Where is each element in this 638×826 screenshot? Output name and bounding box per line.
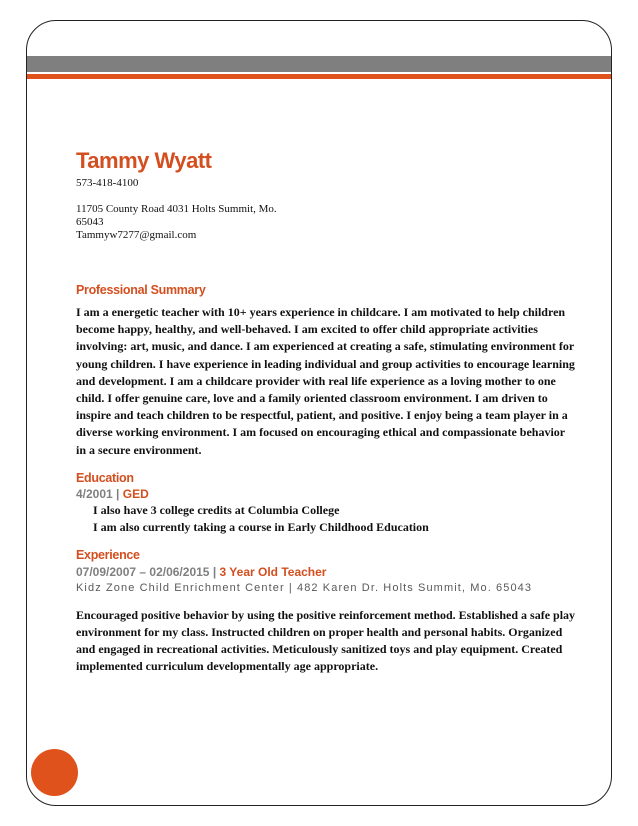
education-entry-header [76, 486, 576, 502]
experience-separator: | [212, 564, 217, 579]
decorative-circle [31, 749, 78, 796]
experience-heading: Experience [76, 547, 140, 562]
experience-entry-header [76, 565, 576, 580]
resume-name: Tammy Wyatt [76, 148, 212, 173]
experience-title: 3 Year Old Teacher [219, 564, 327, 579]
experience-text: Encouraged positive behavior by using the positive reinforcement method. Established a safe play environment for my class. Instructed children on proper health and personal habits. Organized and engaged in recreational activities. Meticulously sanitized toys and play equipment. Created implemented curriculum developmentally age appropriate. [76, 607, 576, 674]
education-heading: Education [76, 470, 134, 485]
experience-dates: 07/09/2007 – 02/06/2015 [76, 564, 210, 579]
education-separator: | [116, 486, 120, 501]
education-degree: GED [122, 486, 149, 501]
contact-address-line1: 11705 County Road 4031 Holts Summit, Mo. [76, 203, 277, 215]
contact-phone: 573-418-4100 [76, 177, 139, 189]
header-orange-rule [27, 74, 611, 79]
education-detail: I am also currently taking a course in Early Childhood Education [93, 519, 429, 534]
header-gray-rule [27, 56, 611, 72]
experience-organization: Kidz Zone Child Enrichment Center | 482 Karen Dr. Holts Summit, Mo. 65043 [76, 581, 533, 594]
contact-address-line2: 65043 [76, 216, 104, 228]
resume-content [76, 148, 576, 676]
contact-email: Tammyw7277@gmail.com [76, 229, 197, 241]
summary-heading: Professional Summary [76, 283, 206, 297]
education-date: 4/2001 [76, 486, 113, 501]
summary-text: I am a energetic teacher with 10+ years experience in childcare. I am motivated to help children become happy, healthy, and well-behaved. I am excited to offer child appropriate activities involving: art, music, and dance. I am experienced at creating a safe, stimulating environment for young children. I have experience in leading individual and group activities to encourage learning and development. I am a childcare provider with real life experience as a loving mother to one child. I offer genuine care, love and a family oriented classroom environment. I am driven to inspire and teach children to be respectful, patient, and positive. I enjoy being a team player in a diverse working environment. I am focused on encouraging ethical and compassionate behavior in a secure environment. [76, 305, 575, 457]
education-detail: I also have 3 college credits at Columbia College [93, 502, 340, 517]
